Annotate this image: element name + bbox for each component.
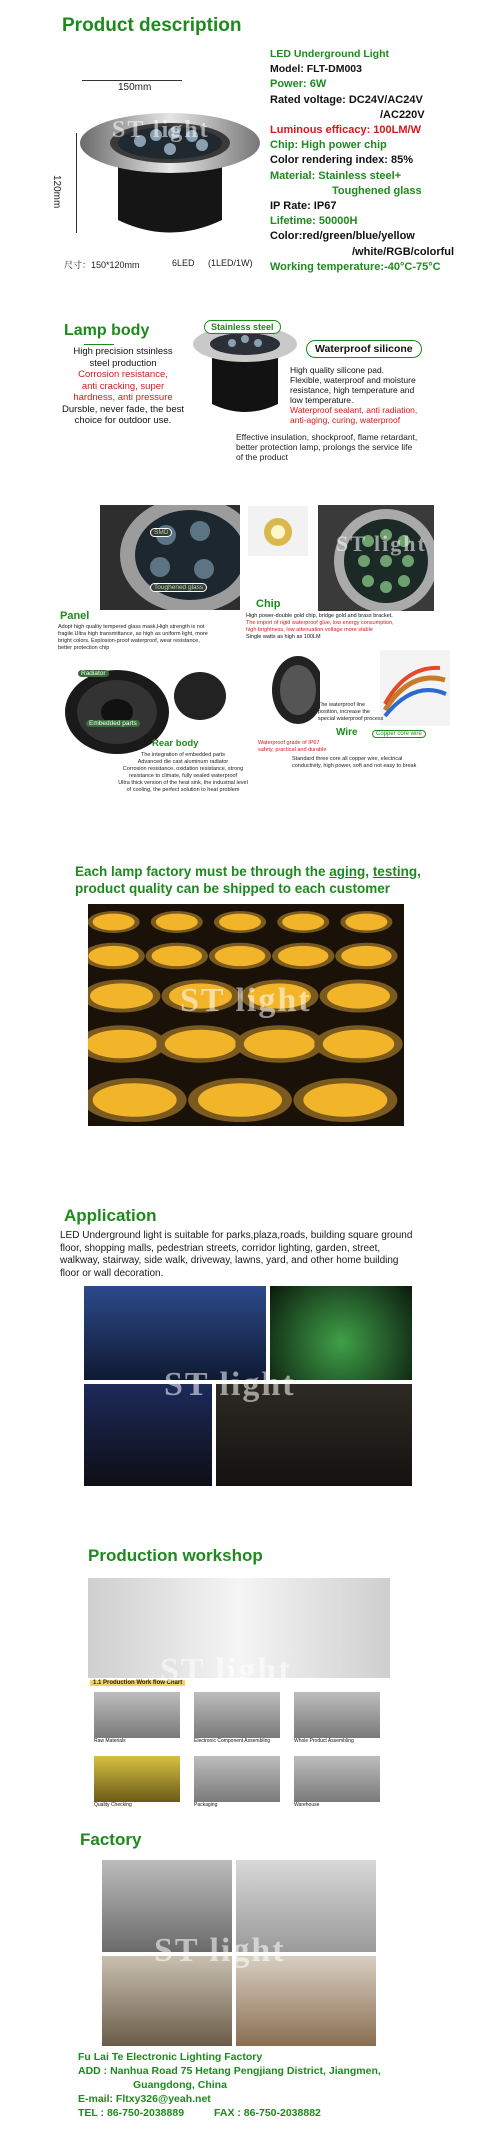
toughened-glass-label: Toughened glass — [150, 583, 207, 592]
lamp-bottom-line: Effective insulation, shockproof, flame retardant, — [236, 432, 418, 442]
workshop-title: Production workshop — [88, 1546, 263, 1565]
spec-line: /AC220V — [380, 108, 425, 121]
aging-lamp-glow — [88, 1030, 157, 1059]
workflow-step-photo — [94, 1692, 180, 1738]
lamp-right-line: Waterproof sealant, anti radiation, — [290, 405, 418, 415]
application-title: Application — [64, 1206, 157, 1225]
aging-lamp-glow — [198, 1083, 282, 1117]
workflow-step-label: Quality Checking — [94, 1802, 132, 1808]
wire-lamp-photo — [258, 650, 320, 730]
spec-line: Material: Stainless steel+ — [270, 169, 402, 182]
chip-line: high brightness, low attenuation voltage more stable — [246, 627, 373, 633]
wire-waterproof-text — [258, 740, 378, 754]
rear-line: resistance to climate, fully sealed waterproof — [128, 773, 238, 779]
aging-lamp-glow — [215, 946, 265, 966]
aging-lamp-glow — [327, 983, 390, 1008]
lamp-right-line: Flexible, waterproof and moisture — [290, 375, 416, 385]
chip-line: High power-double gold chip, bridge gold and brass bracket. — [246, 613, 393, 619]
aging-lamp-glow — [282, 914, 324, 931]
dimension-height-label: 120mm — [51, 175, 62, 209]
lamp-right-line: low temperature. — [290, 395, 354, 405]
spec-line: Luminous efficacy: 100LM/W — [270, 124, 421, 137]
panel-description — [58, 624, 248, 652]
tel: TEL : 86-750-2038889 — [78, 2107, 185, 2119]
workflow-step-label: Packaging — [194, 1802, 218, 1808]
aging-lamp-glow — [303, 1083, 387, 1117]
wire-top-description — [318, 702, 398, 723]
spec-line: /white/RGB/colorful — [352, 245, 455, 258]
wire-top-line: position, increase the — [318, 709, 370, 715]
aging-end: , — [417, 864, 421, 879]
address-line-2: Guangdong, China — [133, 2079, 227, 2091]
watermark: ST light — [154, 1932, 286, 1969]
lamp-left-line: steel production — [89, 357, 157, 369]
lamp-right-line: resistance, high temperature and — [290, 385, 415, 395]
aging-word: aging — [329, 864, 366, 879]
lamp-left-line: High precision stsinless — [73, 346, 173, 357]
chip-photo — [248, 506, 308, 556]
rear-line: Corrosion resistance, oxidation resistance, strong — [122, 766, 244, 772]
workflow-step — [94, 1756, 180, 1814]
watermark: ST light — [180, 982, 312, 1019]
chip-lamp-photo — [318, 505, 434, 611]
spec-line: Model: FLT-DM003 — [270, 63, 362, 76]
application-description — [60, 1230, 480, 1280]
wire-bottom-description — [292, 756, 462, 770]
chip-line: Single watts as high as 100LM — [246, 634, 321, 640]
company-name: Fu Lai Te Electronic Lighting Factory — [78, 2051, 263, 2063]
stainless-steel-label: Stainless steel — [204, 320, 281, 334]
spec-line: IP Rate: IP67 — [270, 200, 337, 213]
workflow-step-photo — [294, 1692, 380, 1738]
lamp-left-line: Corrosion resistance, — [78, 369, 168, 380]
factory-title: Factory — [80, 1830, 142, 1849]
panel-title: Panel — [60, 610, 90, 622]
panel-line: bright colors. Explosion-proof waterproof, wear resistance, — [58, 638, 200, 644]
smd-label: SMD — [150, 528, 172, 537]
radiator-label: Radiator — [78, 670, 109, 677]
led-sub-caption: (1LED/1W) — [208, 258, 253, 268]
phone-fax — [78, 2106, 488, 2120]
product-photo — [78, 105, 262, 245]
watermark: ST light — [336, 531, 427, 556]
dimension-height-line — [76, 133, 77, 233]
aging-statement — [75, 863, 421, 897]
lamp-left-line: Dursble, never fade, the best — [62, 403, 184, 415]
application-line: floor, shopping malls, pedestrian streets, corridor lighting, garden, street, — [60, 1242, 381, 1254]
workflow-step-photo — [294, 1756, 380, 1802]
application-line: walkway, stairway, side walk, driveway, lawns, yard, and other home building — [60, 1255, 399, 1266]
lamp-body-pointer — [84, 344, 114, 345]
workflow-step-photo — [194, 1692, 280, 1738]
workflow-chart — [88, 1678, 390, 1818]
workflow-step — [294, 1756, 380, 1814]
spec-line: Lifetime: 50000H — [270, 215, 358, 228]
rear-line: Advanced die cast aluminum radiator — [137, 759, 229, 765]
panel-line: better protection chip — [58, 645, 110, 651]
application-line: floor or wall decoration. — [60, 1267, 164, 1279]
contact-block — [78, 2050, 488, 2120]
aging-prefix: Each lamp factory must be through the — [75, 864, 330, 879]
size-caption: 尺寸：150*120mm — [64, 260, 140, 270]
aging-lamp-glow — [93, 1083, 177, 1117]
watermark: ST light — [164, 1366, 296, 1403]
copper-core-label: Copper core wire — [372, 730, 426, 738]
aging-lamp-glow — [244, 1030, 315, 1059]
lamp-body-right-text — [290, 365, 480, 425]
rear-body-title: Rear body — [152, 738, 199, 749]
wire-top-line: special waterproof process — [318, 716, 384, 722]
spec-line: Rated voltage: DC24V/AC24V — [270, 93, 423, 106]
panel-line: Adopt high quality tempered glass mask,High strength is not — [58, 624, 205, 630]
workflow-step-label: Electronic Component Assembling — [194, 1738, 271, 1744]
aging-lamp-glow — [88, 946, 138, 966]
dimension-width — [82, 80, 182, 81]
aging-lamp-glow — [278, 946, 328, 966]
lamp-left-line: anti cracking, super — [81, 380, 165, 392]
workflow-step — [294, 1692, 380, 1750]
workflow-step-photo — [194, 1756, 280, 1802]
aging-lamp-glow — [219, 914, 261, 931]
application-line: LED Underground light is suitable for parks,plaza,roads, building square ground — [60, 1230, 413, 1241]
wire-title: Wire — [336, 727, 358, 738]
spec-line: Chip: High power chip — [270, 139, 387, 152]
aging-lamp-glow — [323, 1030, 394, 1059]
panel-photo — [100, 505, 240, 610]
workflow-header: 1.1 Production Work flow Chart — [90, 1680, 185, 1686]
embedded-parts-label: Embedded parts — [86, 720, 140, 727]
rear-line: The integration of embedded parts — [140, 752, 226, 758]
aging-lamp-glow — [165, 1030, 236, 1059]
wire-bottom-line: Standard three core all copper wire, electrical — [292, 756, 403, 762]
spec-line: LED Underground Light — [270, 48, 389, 60]
lamp-body-bottom-text — [236, 432, 466, 462]
application-photos — [84, 1286, 412, 1486]
workflow-step-photo — [94, 1756, 180, 1802]
watermark: ST light — [160, 1652, 292, 1689]
lamp-bottom-line: better protection lamp, prolongs the service life — [236, 442, 413, 452]
testing-word: testing — [372, 864, 418, 879]
rear-line: Ultra thick version of the heat sink, the industrial level — [118, 780, 248, 786]
chip-title: Chip — [256, 598, 281, 610]
lamp-body-left-text — [48, 346, 198, 427]
panel-line: fragile.Ultra high transmittance, as high as uniform light, more — [58, 631, 208, 637]
lamp-left-line: hardness, anti pressure — [73, 392, 173, 403]
workflow-step — [94, 1692, 180, 1750]
factory-photos — [102, 1860, 376, 2046]
spec-line: Power: 6W — [270, 78, 327, 91]
aging-lamp-glow — [93, 914, 135, 931]
email: E-mail: Fltxy326@yeah.net — [78, 2093, 211, 2105]
wire-bottom-line: conductivity, high power, soft and not easy to break — [292, 763, 417, 769]
aging-line2: product quality can be shipped to each customer — [75, 881, 391, 896]
dimension-width-label: 150mm — [118, 82, 152, 93]
wire-red-line: Waterproof grade of IP67 — [258, 740, 320, 746]
workflow-step-label: Raw Materials — [94, 1738, 126, 1744]
led-caption: 6LED — [172, 258, 195, 268]
lamp-right-line: High quality silicone pad. — [290, 365, 385, 375]
workflow-step — [194, 1756, 280, 1814]
aging-lamp-glow — [90, 983, 153, 1008]
spec-line: Color:red/green/blue/yellow — [270, 230, 415, 243]
chip-line: The import of rigid waterproof glue, low energy consumption, — [246, 620, 394, 626]
aging-lamp-glow — [345, 914, 387, 931]
aging-lamp-glow — [156, 914, 198, 931]
spec-line: Color rendering index: 85% — [270, 154, 414, 167]
workflow-step-label: Whole Product Assembling — [294, 1738, 354, 1744]
rear-detail-photo — [174, 672, 226, 720]
fax: FAX : 86-750-2038882 — [214, 2107, 321, 2119]
lamp-right-line: anti-aging, curing, waterproof — [290, 415, 401, 425]
aging-photo — [88, 904, 404, 1126]
lamp-bottom-line: of the product — [236, 452, 288, 462]
rear-body-description — [88, 752, 278, 794]
address-line-1: ADD : Nanhua Road 75 Hetang Pengjiang District, Jiangmen, — [78, 2065, 381, 2077]
spec-line: Toughened glass — [332, 184, 422, 197]
lamp-left-line: choice for outdoor use. — [74, 415, 172, 426]
rear-line: of cooling, the perfect solution to heat problem — [126, 787, 240, 793]
aging-lamp-glow — [152, 946, 202, 966]
waterproof-silicone-label: Waterproof silicone — [306, 340, 422, 358]
product-description-title: Product description — [62, 15, 242, 36]
aging-lamp-glow — [341, 946, 391, 966]
aging-separator: , — [365, 864, 373, 879]
lamp-body-title: Lamp body — [64, 322, 150, 339]
watermark: ST light — [112, 117, 210, 143]
workflow-step — [194, 1692, 280, 1750]
wire-top-line: The waterproof line — [318, 702, 366, 708]
spec-line: Working temperature:-40°C-75°C — [270, 260, 441, 273]
spec-list — [270, 47, 485, 275]
workflow-step-label: Warehouse — [294, 1802, 320, 1808]
chip-description — [246, 613, 452, 641]
workshop-photos — [88, 1578, 390, 1818]
wire-red-line: safety, practical and durable — [258, 747, 327, 753]
